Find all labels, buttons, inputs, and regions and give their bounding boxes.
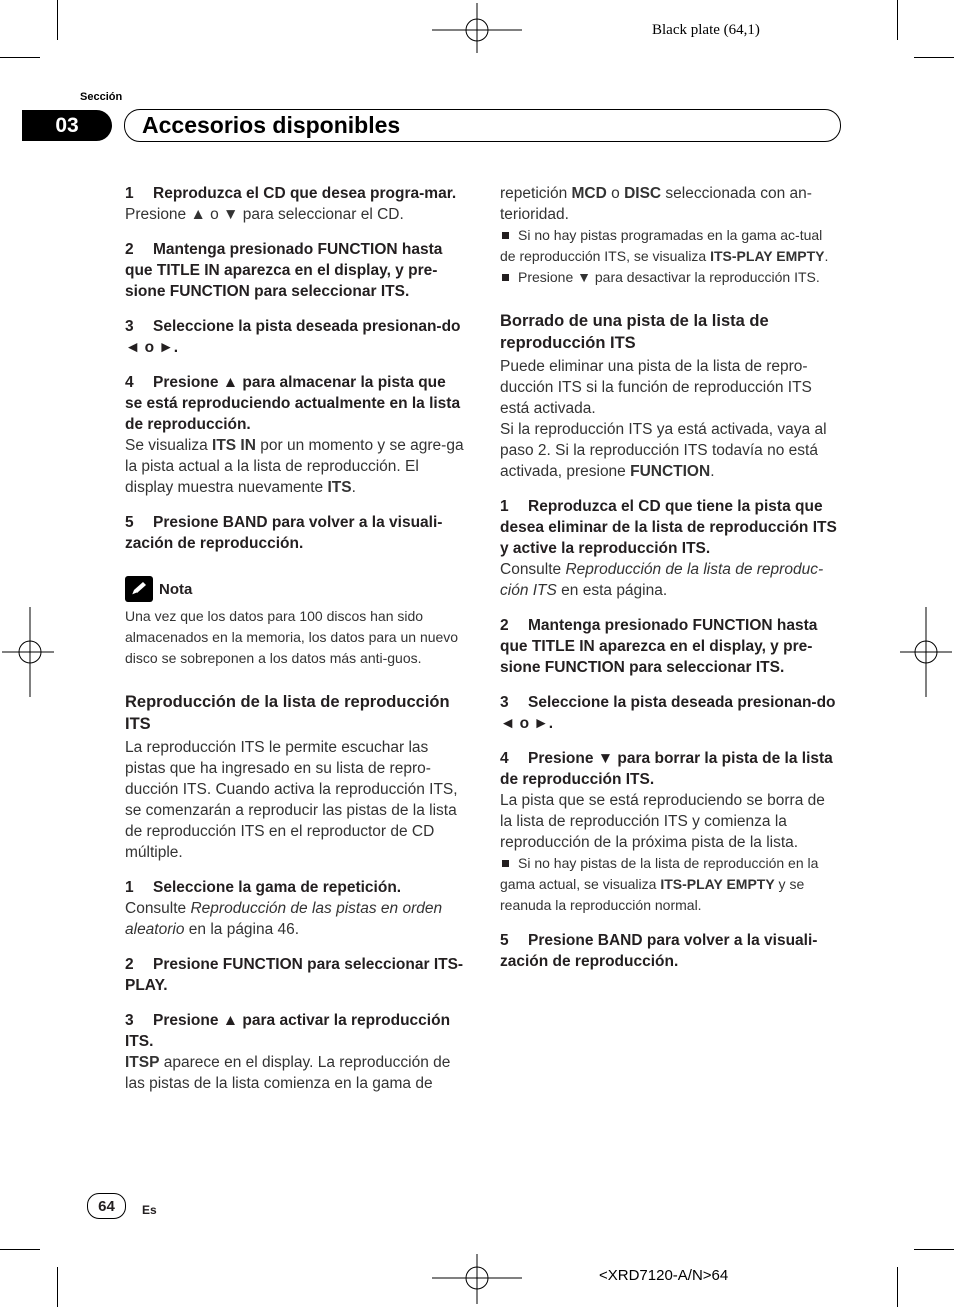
registration-mark-icon [900, 607, 952, 697]
step: 3 Presione ▲ para activar la reproducción ITS. [125, 1012, 451, 1050]
registration-mark-icon [2, 607, 54, 697]
step-body: Presione ▲ o ▼ para seleccionar el CD. [125, 206, 404, 223]
crop-mark [914, 1249, 954, 1250]
step: 3 Seleccione la pista deseada presionan-do ◄ o ►. [500, 694, 836, 732]
step: 4 Presione ▼ para borrar la pista de la lista de reproducción ITS. [500, 750, 833, 788]
bullet-icon [502, 274, 509, 281]
left-column [125, 183, 467, 1094]
crop-mark [897, 0, 898, 40]
plate-label: Black plate (64,1) [652, 22, 760, 38]
bullet-item: Si no hay pistas de la lista de reproducción en la gama actual, se visualiza ITS-PLAY EMPTY y se reanuda la reproducción normal. [500, 855, 819, 913]
step-body: La pista que se está reproduciendo se borra de la lista de reproducción ITS y comienza la reproducción de la próxima pista de la lista. [500, 792, 825, 851]
step: 2 Mantenga presionado FUNCTION hasta que TITLE IN aparezca en el display, y pre-sione FUNCTION para seleccionar ITS. [500, 617, 818, 676]
paragraph: repetición MCD o DISC seleccionada con an-terioridad. [500, 185, 812, 223]
note-heading: Nota [125, 576, 467, 602]
step-body: Consulte Reproducción de las pistas en orden aleatorio en la página 46. [125, 900, 443, 938]
page-title: Accesorios disponibles [142, 112, 401, 138]
step: 3 Seleccione la pista deseada presionan-do ◄ o ►. [125, 318, 461, 356]
language-code: Es [142, 1203, 157, 1217]
bullet-icon [502, 232, 509, 239]
pencil-icon [125, 576, 153, 602]
crop-mark [57, 1267, 58, 1307]
bullet-item: Si no hay pistas programadas en la gama ac-tual de reproducción ITS, se visualiza ITS-PLAY EMPTY. [500, 227, 829, 264]
step-body: Se visualiza ITS IN por un momento y se agre-ga la pista actual a la lista de reproducción. El display muestra nuevamente ITS. [125, 437, 464, 496]
registration-mark-icon [432, 1254, 522, 1304]
crop-mark [0, 1249, 40, 1250]
page-number: 64 [87, 1193, 126, 1219]
step: 1 Reproduzca el CD que tiene la pista que desea eliminar de la lista de reproducción ITS y active la reproducción ITS. [500, 498, 837, 557]
document-code: <XRD7120-A/N>64 [599, 1267, 729, 1284]
right-column [500, 183, 840, 972]
section-number: 03 [22, 110, 112, 141]
step-body: ITSP aparece en el display. La reproducción de las pistas de la lista comienza en la gama de [125, 1054, 451, 1092]
step: 5 Presione BAND para volver a la visuali-zación de reproducción. [500, 932, 818, 970]
crop-mark [914, 57, 954, 58]
crop-mark [897, 1267, 898, 1307]
step: 4 Presione ▲ para almacenar la pista que se está reproduciendo actualmente en la lista de reproducción. [125, 374, 461, 433]
step: 2 Presione FUNCTION para seleccionar ITS-PLAY. [125, 956, 464, 994]
crop-mark [57, 0, 58, 40]
step: 1 Reproduzca el CD que desea progra-mar. [125, 185, 457, 202]
step: 2 Mantenga presionado FUNCTION hasta que TITLE IN aparezca en el display, y pre-sione FUNCTION para seleccionar ITS. [125, 241, 443, 300]
subheading: Reproducción de la lista de reproducción ITS [125, 693, 450, 733]
bullet-icon [502, 860, 509, 867]
step-body: Consulte Reproducción de la lista de reproduc-ción ITS en esta página. [500, 561, 824, 599]
note-text: Una vez que los datos para 100 discos han sido almacenados en la memoria, los datos para un nuevo disco se sobreponen a los datos más anti-guos. [125, 608, 459, 666]
step: 1 Seleccione la gama de repetición. [125, 879, 402, 896]
section-label: Sección [80, 91, 123, 103]
paragraph: La reproducción ITS le permite escuchar las pistas que ha ingresado en su lista de repro-ducción ITS. Cuando activa la reproducción ITS, se comenzarán a reproducir las pistas de la lista de reproducción ITS en el reproductor de CD múltiple. [125, 739, 458, 861]
crop-mark [0, 57, 40, 58]
paragraph: Puede eliminar una pista de la lista de repro-ducción ITS si la función de reproducción ITS está activada. [500, 358, 812, 417]
subheading: Borrado de una pista de la lista de reproducción ITS [500, 312, 769, 352]
step: 5 Presione BAND para volver a la visuali-zación de reproducción. [125, 514, 443, 552]
registration-mark-icon [432, 3, 522, 53]
paragraph: Si la reproducción ITS ya está activada, vaya al paso 2. Si la reproducción ITS todavía no está activada, presione FUNCTION. [500, 421, 827, 480]
bullet-item: Presione ▼ para desactivar la reproducción ITS. [500, 267, 840, 288]
